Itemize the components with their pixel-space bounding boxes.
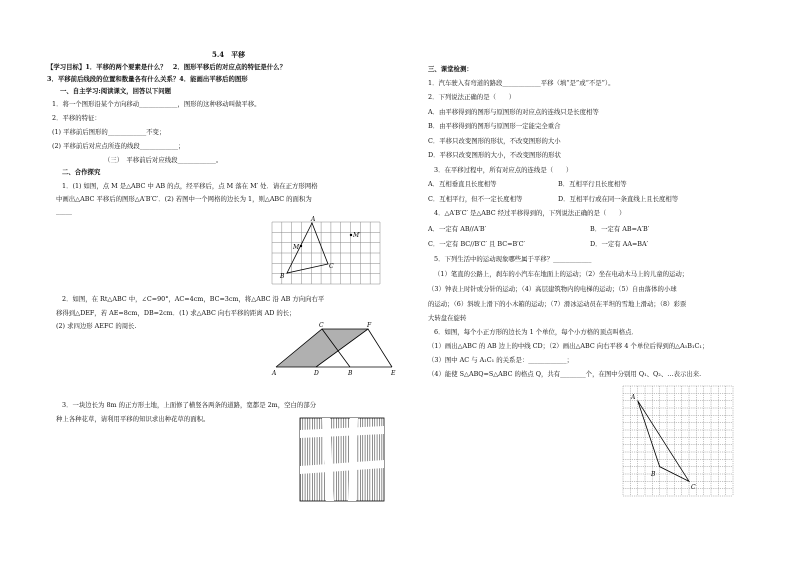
check-3-option-a: A．互相垂直且长度相等 — [428, 180, 497, 188]
check-4-option-c: C．一定有 BC//B′C′ 且 BC=B′C′ — [428, 240, 525, 248]
check-6-part-3: （3）图中 AC 与 A₁C₁ 的关系是：____________； — [428, 356, 573, 364]
question-2-1: (1) 平移前后图形的____________不变； — [52, 128, 166, 136]
section-self-study: 一、自主学习:阅读课文，回答以下问题 — [60, 87, 171, 95]
check-2-option-d: D．平移只改变图形的大小，不改变图形的形状 — [428, 151, 561, 159]
grid-triangle-figure — [272, 216, 380, 284]
check-2-option-c: C．平移只改变图形的形状，不改变图形的大小 — [428, 137, 561, 145]
problem-3-line-2: 种上各种花草，请利用平移的知识求出种花草的面积。 — [56, 415, 210, 423]
check-3: 3．在平移过程中，所有对应点的连线是（ ） — [434, 166, 573, 174]
section-cooperative: 二、合作探究 — [62, 168, 101, 176]
problem-1-line-2: 中画出△ABC 平移后的图形△A′B′C′．(2) 若图中一个网格的边长为 1，则△ABC 的面积为 — [56, 195, 312, 203]
page-title: 5.4 平移 — [212, 50, 246, 59]
problem-3-line-1: 3．一块边长为 8m 的正方形土地，上面修了横竖各两条的道路，宽都是 2m，空白的部分 — [62, 401, 317, 409]
check-5-line-3: 的运动；（6）斜坡上滑下的小木箱的运动；（7）滑冰运动员在平坦的雪地上滑动；（8）彩票 — [428, 300, 687, 308]
check-5-line-2: （3）钟表上时针或分针的运动；（4）高层建筑物内的电梯的运动；（5）自由落体的小球 — [428, 285, 677, 293]
check-4-option-b: B．一定有 AB=A′B′ — [590, 225, 650, 233]
label-d: D — [314, 370, 319, 377]
label-c: C — [319, 322, 324, 329]
label-b: B — [651, 471, 656, 478]
label-a: A — [272, 370, 277, 377]
triangle-abc — [638, 401, 689, 482]
learning-goals-2: 3．平移前后线段的位置和数量各有什么关系？4．能画出平移后的图形 — [47, 75, 248, 83]
check-1: 1．汽车驶入有弯道的路段____________平移（填“是”或“不是”）。 — [428, 79, 615, 87]
check-3-option-d: D．互相平行或在同一条直线上且长度相等 — [558, 195, 679, 203]
point-m-prime — [350, 234, 352, 236]
translation-figure — [272, 322, 402, 378]
label-a: A — [631, 394, 636, 401]
check-4: 4．△A′B′C′ 是△ABC 经过平移得到的，下列说法正确的是（ ） — [434, 209, 626, 217]
check-4-option-a: A．一定有 AB//A′B′ — [428, 225, 487, 233]
label-c: C — [691, 484, 696, 491]
shaded-parallelogram — [276, 329, 368, 367]
check-5-line-1: （1）笔直的公路上，刹车的小汽车在地面上的运动；（2）坐在电动木马上的儿童的运动； — [434, 270, 689, 278]
question-2-2: (2) 平移前后对应点所连的线段____________； — [52, 142, 185, 150]
learning-goals-1: 【学习目标】1．平移的两个要素是什么？ 2．图形平移后的对应点的特征是什么？ — [47, 63, 286, 71]
square-land-figure — [300, 418, 384, 501]
section-class-test: 三、课堂检测： — [428, 65, 473, 73]
label-c: C — [329, 263, 334, 270]
problem-2-line-3: (2) 求四边形 AEFC 的周长. — [56, 322, 137, 330]
question-2-3: （三） 平移前后对应线段____________。 — [104, 156, 223, 164]
check-2-option-a: A．由平移得到的图形与原图形的对应点的连线只是长度相等 — [428, 108, 599, 116]
problem-1-line-1: 1．(1) 如图，点 M 是△ABC 中 AB 的点，经平移后，点 M 落在 M′ 处．请在正方形网格 — [62, 182, 318, 190]
point-m — [300, 245, 302, 247]
check-5-line-4: 大转盘在旋转 — [428, 314, 467, 322]
question-1: 1．将一个图形沿某个方向移动____________，图形的这种移动叫做平移。 — [52, 100, 261, 108]
label-b: B — [280, 273, 285, 280]
check-5: 5．下列生活中的运动现象哪些属于平移？____________ — [434, 255, 592, 263]
label-f: F — [367, 322, 372, 329]
problem-2-line-1: 2．如图，在 Rt△ABC 中，∠C=90°，AC=4cm，BC=3cm，将△ABC 沿 AB 方向向右平 — [62, 295, 325, 303]
label-e: E — [391, 370, 396, 377]
dotted-grid-lines — [623, 386, 733, 496]
question-2: 2．平移的特征： — [52, 114, 101, 122]
grid-lines — [272, 222, 380, 284]
problem-1-line-3: _____ — [56, 207, 72, 215]
label-m: M — [293, 244, 300, 251]
check-2: 2．下列说法正确的是（ ） — [428, 93, 516, 101]
check-4-option-d: D．一定有 AA=BA′ — [590, 240, 649, 248]
grid-triangle-figure-q6 — [623, 386, 733, 496]
label-m-prime: M′ — [353, 232, 361, 239]
check-2-option-b: B．由平移得到的图形与原图形一定能完全重合 — [428, 122, 561, 130]
label-a: A — [311, 216, 316, 223]
problem-2-line-2: 移得到△DEF，若 AE=8cm，DB=2cm．(1) 求△ABC 向右平移的距离 AD 的长； — [56, 309, 296, 317]
check-6-part-4: （4）能使 S△ABQ=S△ABC 的格点 Q，共有________个，在图中分别用 Q₁、Q₂、…表示出来. — [428, 370, 702, 378]
check-6-part-1-2: （1）画出△ABC 的 AB 边上的中线 CD；（2）画出△ABC 向右平移 4 个单位后得到的△A₁B₁C₁； — [428, 342, 709, 350]
check-3-option-c: C．互相平行，但不一定长度相等 — [428, 195, 523, 203]
check-3-option-b: B．互相平行且长度相等 — [558, 180, 627, 188]
check-6: 6．如图，每个小正方形的边长为 1 个单位，每个小方格的顶点叫格点． — [434, 328, 638, 336]
label-b: B — [348, 370, 353, 377]
